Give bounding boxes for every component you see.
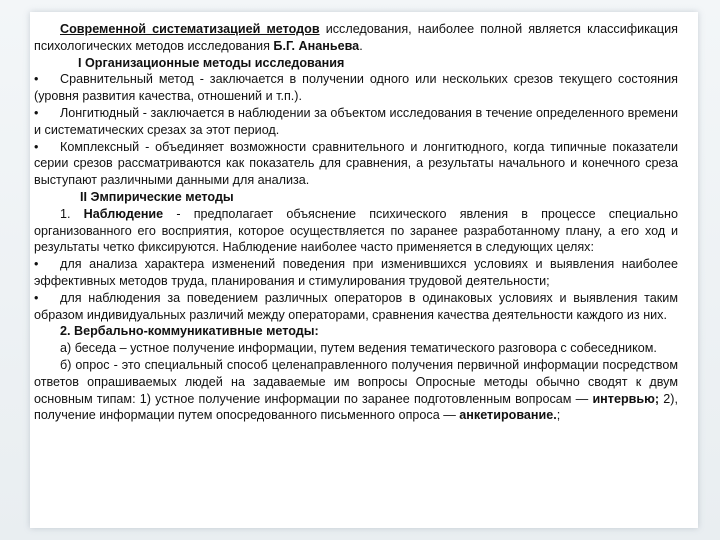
bullet-icon: • [34, 105, 39, 120]
interview-term: интервью; [592, 391, 660, 406]
verbal-heading: 2. Вербально-коммуникативные методы: [60, 324, 319, 339]
section2-heading: II Эмпирические методы [80, 189, 234, 204]
section2-item-text: для анализа характера изменений поведения при изменившихся условиях и выявления наиболее эффективных методов труда, планирования и стимулирования трудовой деятельности; [34, 257, 678, 288]
section1-heading: I Организационные методы исследования [78, 55, 345, 70]
intro-lead: Современной систематизацией методов [60, 22, 320, 36]
questionnaire-term: анкетирование. [459, 408, 557, 423]
intro-body: исследования, наиболее полной является классификация психологических методов исследования [34, 22, 678, 53]
section1-item [34, 105, 678, 139]
conversation-paragraph: а) беседа – устное получение информации, путем ведения тематического разговора с собеседником. [60, 341, 657, 356]
intro-end: . [359, 38, 363, 53]
observation-number: 1. [60, 206, 84, 221]
section2-item [34, 290, 678, 324]
bullet-icon: • [34, 139, 39, 154]
intro-paragraph [34, 21, 678, 55]
survey-text-1: б) опрос - это специальный способ целенаправленного получения первичной информации посредством ответов опрашиваемых людей на задаваемые им вопросы Опросные методы обычно сводят к двум основным типам: 1) устное получение информации по заранее подготовленным вопросам — [34, 357, 678, 406]
bullet-icon: • [34, 72, 39, 87]
bullet-icon: • [34, 257, 39, 272]
survey-text-2: 2), получение информации путем опосредованного письменного опроса — [34, 391, 678, 423]
slide-text [34, 21, 678, 424]
section1-item [34, 139, 678, 189]
observation-term: Наблюдение [83, 206, 164, 221]
section1-item [34, 71, 678, 105]
survey-text-3: ; [556, 408, 561, 423]
intro-author: Б.Г. Ананьева [273, 38, 360, 53]
bullet-icon: • [34, 290, 39, 305]
section1-item-text: Комплексный - объединяет возможности сравнительного и лонгитюдного, когда типичные показатели серии срезов рассматриваются как показатель для сравнения, а результаты начального и конечного среза выступают различными данными для анализа. [34, 139, 678, 188]
section1-item-text: Лонгитюдный - заключается в наблюдении за объектом исследования в течение определенного времени и систематических срезах за этот период. [34, 105, 678, 137]
section2-item [34, 256, 678, 290]
observation-paragraph [34, 206, 678, 256]
survey-paragraph [34, 357, 678, 424]
section1-item-text: Сравнительный метод - заключается в получении одного или нескольких срезов текущего состояния (уровня развития качества, отношений и т.п.). [34, 72, 678, 104]
section2-item-text: для наблюдения за поведением различных операторов в одинаковых условиях и выявления таким образом индивидуальных различий между операторами, сравнения качества деятельности каждого из них. [34, 290, 678, 322]
observation-text: - предполагает объяснение психического явления в процессе специально организованного его восприятия, которое осуществляется по заранее разработанному плану, а его ход и результаты четко фиксируются. Наблюдение наиболее часто применяется в следующих целях: [34, 206, 678, 255]
